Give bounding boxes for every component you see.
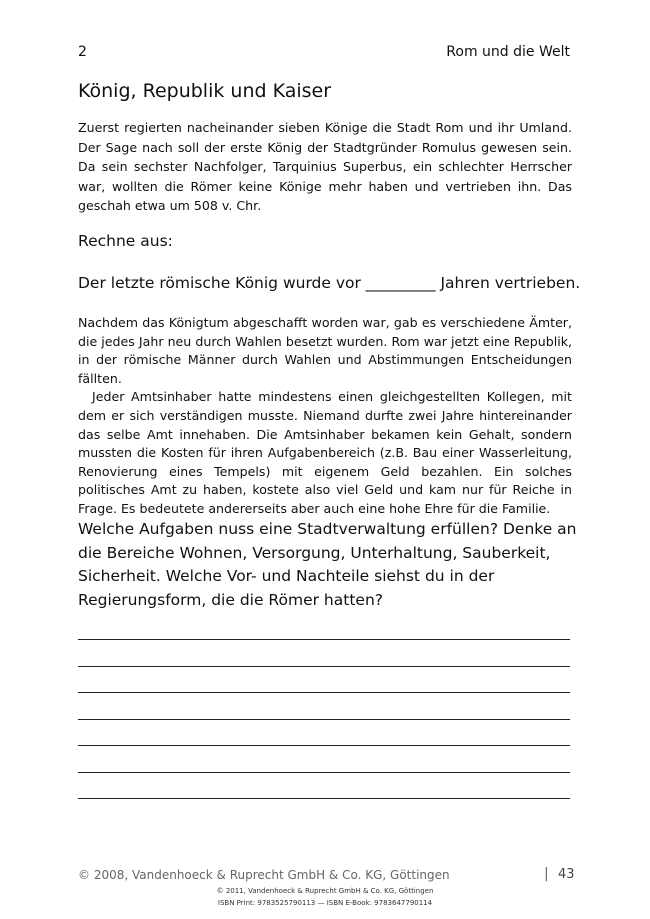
footer-fine-print-copyright: © 2011, Vandenhoeck & Ruprecht GmbH & Co. KG, Göttingen [216,887,434,895]
answer-line[interactable] [78,720,570,747]
intro-paragraph: Zuerst regierten nacheinander sieben Könige die Stadt Rom und ihr Umland. Der Sage nach soll der erste König der Stadtgründer Romulus gewesen sein. Da sein sechster Nachfolger, Tarquinius Superbus, ein schlechter Herrscher war, wollten die Römer keine Könige mehr haben und vertrieben ihn. Das geschah etwa um 508 v. Chr. [78,120,572,214]
answer-line[interactable] [78,693,570,720]
republic-paragraph-part1: Nachdem das Königtum abgeschafft worden war, gab es verschiedene Ämter, die jedes Jahr neu durch Wahlen besetzt wurden. Rom war jetzt eine Republik, in der römische Männer durch Wahlen und Abstimmungen Entscheidungen fällten. [78,315,572,386]
footer-copyright: © 2008, Vandenhoeck & Ruprecht GmbH & Co. KG, Göttingen [78,868,450,882]
page-number: 2 [78,44,87,60]
republic-paragraph-part2: Jeder Amtsinhaber hatte mindestens einen gleichgestellten Kollegen, mit dem er sich verständigen musste. Niemand durfte zwei Jahre hintereinander das selbe Amt innehaben. Die Amtsinhaber bekamen kein Gehalt, sondern mussten die Kosten für ihren Aufgabenbereich (z.B. Bau einer Wasserleitung, Renovierung eines Tempels) mit eigenem Geld bezahlen. Ein solches politisches Amt zu haben, kostete also viel Geld und kam nur für Reiche in Frage. Es bedeutete andererseits aber auch eine hohe Ehre für die Familie. [78,389,572,516]
answer-line[interactable] [78,773,570,800]
question-text: Welche Aufgaben nuss eine Stadtverwaltung erfüllen? Denke an die Bereiche Wohnen, Versorgung, Unterhaltung, Sauberkeit, Sicherheit. Welche Vor- und Nachteile siehst du in der Regierungsform, die die Römer hatten? [78,520,577,609]
running-head: Rom und die Welt [446,44,570,60]
task-sentence: Der letzte römische König wurde vor _________ Jahren vertrieben. [78,274,581,292]
footer-fine-print-isbn: ISBN Print: 9783525790113 — ISBN E-Book: 9783647790114 [217,899,433,907]
answer-line[interactable] [78,746,570,773]
republic-paragraph [78,314,572,519]
footer-page-number: 43 [558,867,575,882]
answer-line[interactable] [78,667,570,694]
page-title: König, Republik und Kaiser [78,80,332,102]
rechne-heading: Rechne aus: [78,232,173,250]
footer-separator: | [544,866,549,882]
answer-line[interactable] [78,640,570,667]
answer-lines [78,636,570,799]
